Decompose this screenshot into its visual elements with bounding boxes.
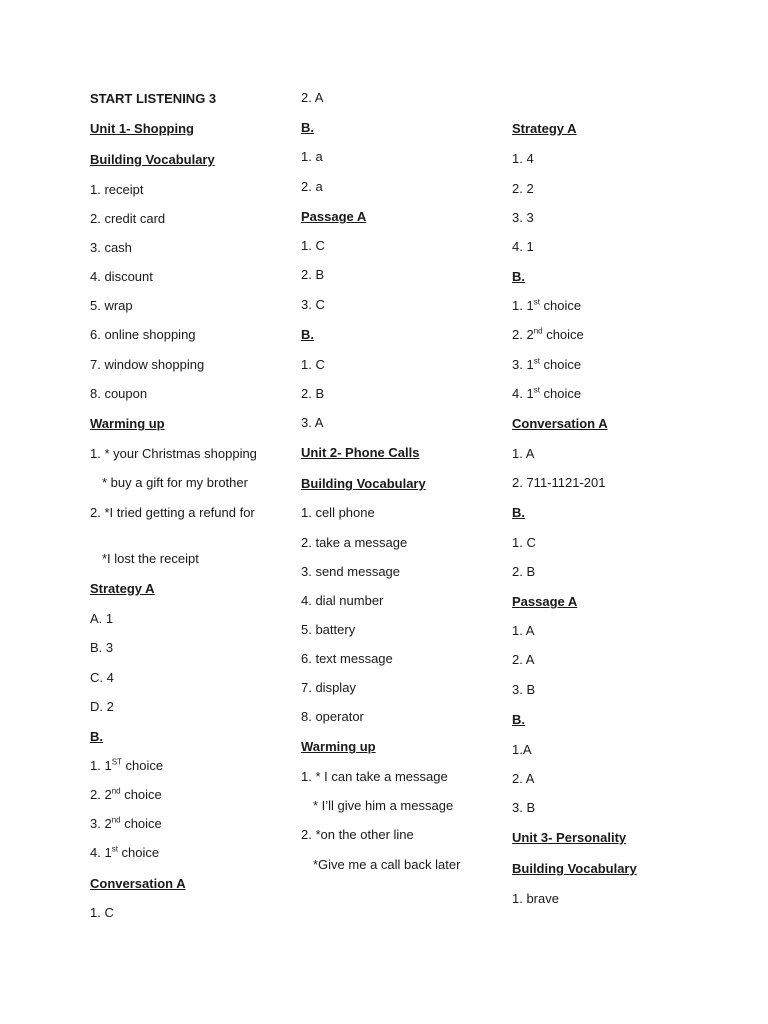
line-text: B. 3 [90,640,114,655]
answer-line [512,891,559,907]
line-text: 8. coupon [90,386,148,401]
section-heading [90,121,194,137]
answer-line [512,771,534,787]
answer-line [301,505,375,521]
section-heading [301,327,314,343]
line-text: *I lost the receipt [102,551,199,566]
ordinal-suffix: nd [533,326,543,336]
line-text: Unit 2- Phone Calls [301,445,420,460]
ordinal-suffix: nd [111,815,121,825]
answer-line [90,758,163,774]
line-text: B. [301,120,314,135]
ordinal-suffix: st [111,844,118,854]
answer-line [102,475,248,491]
answer-line [512,475,605,491]
answer-line [301,651,393,667]
answer-line [301,564,400,580]
line-text: Passage A [301,209,367,224]
line-text: 2. 711-1121-201 [512,475,606,490]
line-text: 2. 2 [90,787,112,802]
answer-line [301,149,323,165]
line-text: 8. operator [301,709,364,724]
line-text: Unit 1- Shopping [90,121,194,136]
answer-line [512,535,536,551]
answer-line [90,327,196,343]
answer-line [301,297,325,313]
ordinal-suffix: st [533,385,540,395]
line-text: 5. battery [301,622,356,637]
line-text: 1. C [512,535,536,550]
section-heading [512,121,577,137]
answer-line [512,682,535,698]
answer-line [301,267,324,283]
line-text: Strategy A [512,121,577,136]
line-text: 1. 1 [512,298,534,313]
answer-line [301,238,325,254]
answer-line [313,857,460,873]
answer-line [512,181,534,197]
section-heading [512,505,525,521]
answer-line [90,699,114,715]
line-text: B. [512,269,525,284]
section-heading [512,269,525,285]
section-heading [512,712,525,728]
section-heading [301,209,366,225]
line-text: 1. receipt [90,182,144,197]
line-text: 1.A [512,742,532,757]
answer-line [512,386,581,402]
line-text: 1. C [90,905,114,920]
answer-line [90,611,113,627]
line-text: 4. dial number [301,593,384,608]
answer-line [512,151,534,167]
line-text: 5. wrap [90,298,133,313]
section-heading [301,476,426,492]
line-text-after: choice [120,787,162,802]
line-text: C. 4 [90,670,114,685]
line-text: 7. window shopping [90,357,205,372]
line-text: 3. C [301,297,325,312]
line-text: 1. brave [512,891,559,906]
line-text-after: choice [117,845,160,860]
answer-line [512,564,535,580]
answer-line [301,622,355,638]
line-text: Unit 3- Personality [512,830,627,845]
line-text: *Give me a call back later [313,857,461,872]
line-text: 2. B [301,267,325,282]
line-text: 1. * your Christmas shopping [90,446,257,461]
line-text: 2. A [512,652,535,667]
line-text: 2. B [301,386,325,401]
line-text-after: choice [539,298,582,313]
line-text-after: choice [120,816,162,831]
line-text: 3. A [301,415,324,430]
line-text: 2. *I tried getting a refund for [90,505,255,520]
answer-line [90,386,147,402]
line-text: 1. 4 [512,151,534,166]
section-heading [90,416,165,432]
section-heading [90,152,215,168]
answer-line [102,551,199,567]
line-text: 1. C [301,357,325,372]
answer-line [512,742,532,758]
answer-line [301,357,325,373]
line-text: 1. cell phone [301,505,375,520]
line-text: B. [301,327,314,342]
line-text: * I’ll give him a message [313,798,454,813]
line-text: B. [90,729,103,744]
line-text: 1. A [512,623,535,638]
answer-line [301,386,324,402]
answer-line [512,298,581,314]
line-text: 6. text message [301,651,393,666]
ordinal-suffix: nd [111,786,121,796]
answer-line [90,446,257,462]
line-text: 3. send message [301,564,401,579]
answer-line [301,593,383,609]
section-heading [301,120,314,136]
answer-line [301,415,323,431]
line-text: 1. C [301,238,325,253]
line-text: 2. a [301,179,323,194]
line-text: B. [512,505,525,520]
answer-line [512,652,534,668]
line-text: 2. credit card [90,211,166,226]
answer-line [90,905,114,921]
answer-line [90,182,143,198]
line-text: 2. *on the other line [301,827,414,842]
line-text-after: choice [542,327,584,342]
line-text: A. 1 [90,611,114,626]
line-text: 3. cash [90,240,132,255]
answer-line [90,670,114,686]
answer-line [90,240,132,256]
section-heading [512,416,608,432]
section-heading [512,861,637,877]
line-text: 1. a [301,149,323,164]
answer-line [301,769,448,785]
ordinal-suffix: ST [111,757,122,767]
line-text: Building Vocabulary [301,476,426,491]
line-text: 1. 1 [90,758,112,773]
answer-line [90,640,113,656]
line-text: 3. 1 [512,357,534,372]
line-text: 3. 3 [512,210,534,225]
line-text: 4. 1 [90,845,112,860]
line-text: START LISTENING 3 [90,91,217,106]
answer-line [512,446,534,462]
line-text-after: choice [539,386,582,401]
line-text: 3. B [512,800,536,815]
line-text: Building Vocabulary [512,861,637,876]
answer-line [90,505,260,521]
section-heading [512,830,626,846]
line-text: Strategy A [90,581,155,596]
line-text: Warming up [90,416,165,431]
answer-line [90,357,204,373]
answer-line [301,827,414,843]
answer-line [512,327,584,343]
section-heading [301,739,376,755]
line-text: 2. B [512,564,536,579]
section-heading [90,91,216,107]
section-heading [90,876,186,892]
ordinal-suffix: st [533,297,540,307]
section-heading [512,594,577,610]
line-text: 1. * I can take a message [301,769,448,784]
line-text-after: choice [121,758,164,773]
line-text: 4. 1 [512,386,534,401]
line-text: 1. A [512,446,535,461]
line-text: * buy a gift for my brother [102,475,248,490]
line-text: Passage A [512,594,578,609]
answer-line [301,179,323,195]
answer-line [301,709,364,725]
answer-line [90,298,133,314]
line-text: 6. online shopping [90,327,196,342]
line-text: 4. discount [90,269,153,284]
answer-line [301,90,323,106]
answer-line [512,239,534,255]
line-text-after: choice [539,357,582,372]
line-text: 4. 1 [512,239,534,254]
line-text: 7. display [301,680,356,695]
line-text: Warming up [301,739,376,754]
answer-line [301,535,407,551]
section-heading [90,581,155,597]
answer-line [90,845,159,861]
line-text: 2. A [301,90,324,105]
answer-line [90,269,153,285]
section-heading [301,445,419,461]
answer-line [301,680,356,696]
answer-line [90,816,162,832]
line-text: D. 2 [90,699,114,714]
answer-line [90,787,162,803]
line-text: 3. B [512,682,536,697]
line-text: 2. take a message [301,535,408,550]
line-text: B. [512,712,525,727]
answer-line [313,798,453,814]
line-text: Conversation A [90,876,186,891]
line-text: Conversation A [512,416,608,431]
line-text: Building Vocabulary [90,152,215,167]
line-text: 2. A [512,771,535,786]
answer-line [512,357,581,373]
answer-line [90,211,165,227]
section-heading [90,729,103,745]
answer-line [512,623,534,639]
ordinal-suffix: st [533,356,540,366]
line-text: 3. 2 [90,816,112,831]
answer-line [512,800,535,816]
answer-line [512,210,534,226]
line-text: 2. 2 [512,327,534,342]
line-text: 2. 2 [512,181,534,196]
